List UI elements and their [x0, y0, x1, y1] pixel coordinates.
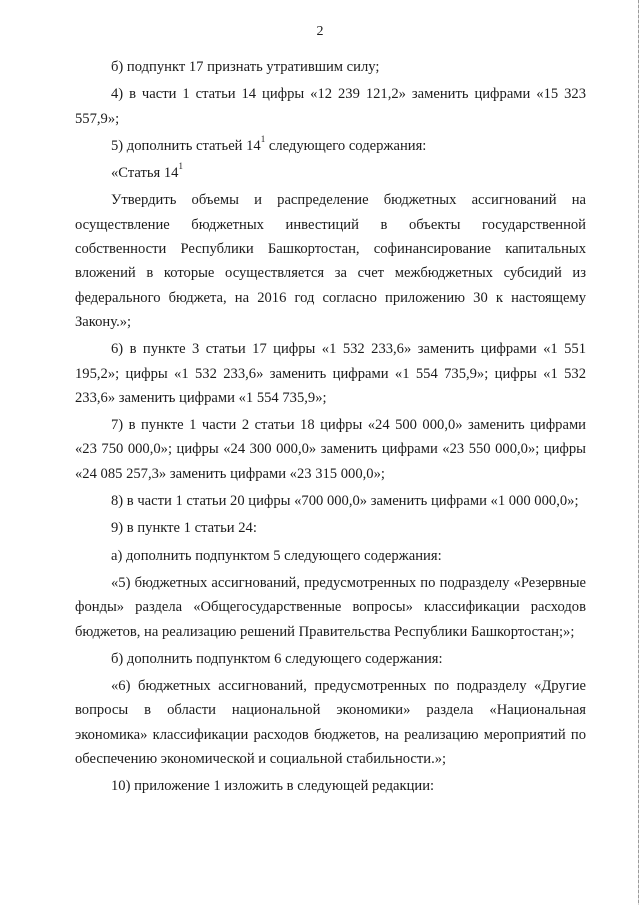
paragraph-10: а) дополнить подпунктом 5 следующего содержания:	[111, 547, 442, 564]
paragraph-2: 4) в части 1 статьи 14 цифры «12 239 121,2» заменить цифрами «15 323 557,9»;	[75, 86, 586, 127]
article-heading	[75, 161, 586, 185]
paragraph-7: 7) в пункте 1 части 2 статьи 18 цифры «24 500 000,0» заменить цифрами «23 750 000,0»; цифры «24 300 000,0» заменить цифрами «23 550 000,0»; цифры «24 085 257,3» заменить цифрами «23 315 000,0»;	[75, 417, 586, 482]
paragraph-12: б) дополнить подпунктом 6 следующего содержания:	[111, 650, 443, 667]
paragraph-3-text-end: следующего содержания:	[265, 137, 427, 154]
page-number: 2	[316, 24, 324, 39]
paragraph-14: 10) приложение 1 изложить в следующей редакции:	[111, 778, 435, 795]
article-heading-text: «Статья 14	[111, 165, 179, 182]
paragraph-3	[75, 134, 586, 158]
superscript-2: 1	[178, 161, 183, 172]
paragraph-3-text: 5) дополнить статьей 14	[111, 137, 261, 154]
paragraph-8: 8) в части 1 статьи 20 цифры «700 000,0» заменить цифрами «1 000 000,0»;	[111, 493, 579, 510]
paragraph-6: 6) в пункте 3 статьи 17 цифры «1 532 233,6» заменить цифрами «1 551 195,2»; цифры «1 532 233,6» заменить цифрами «1 554 735,9»; цифры «1 532 233,6» заменить цифрами «1 554 735,9»;	[75, 341, 586, 406]
document-body	[75, 55, 586, 802]
scan-edge	[638, 0, 639, 905]
paragraph-5: Утвердить объемы и распределение бюджетных ассигнований на осуществление бюджетных инвестиций в объекты государственной собственности Республики Башкортостан, софинансирование капитальных вложений в которые осуществляется за счет межбюджетных субсидий из федерального бюджета, на 2016 год согласно приложению 30 к настоящему Закону.»;	[75, 192, 586, 330]
superscript-1: 1	[260, 134, 266, 145]
paragraph-9: 9) в пункте 1 статьи 24:	[111, 520, 257, 537]
paragraph-13: «6) бюджетных ассигнований, предусмотренных по подразделу «Другие вопросы в области национальной экономики» раздела «Национальная экономика» классификации расходов бюджетов, на реализацию мероприятий по обеспечению экономической и социальной стабильности.»;	[75, 678, 586, 768]
paragraph-11: «5) бюджетных ассигнований, предусмотренных по подразделу «Резервные фонды» раздела «Общегосударственные вопросы» классификации расходов бюджетов, на реализацию решений Правительства Республики Башкортостан;»;	[75, 574, 586, 640]
paragraph-1: б) подпункт 17 признать утратившим силу;	[111, 59, 380, 75]
